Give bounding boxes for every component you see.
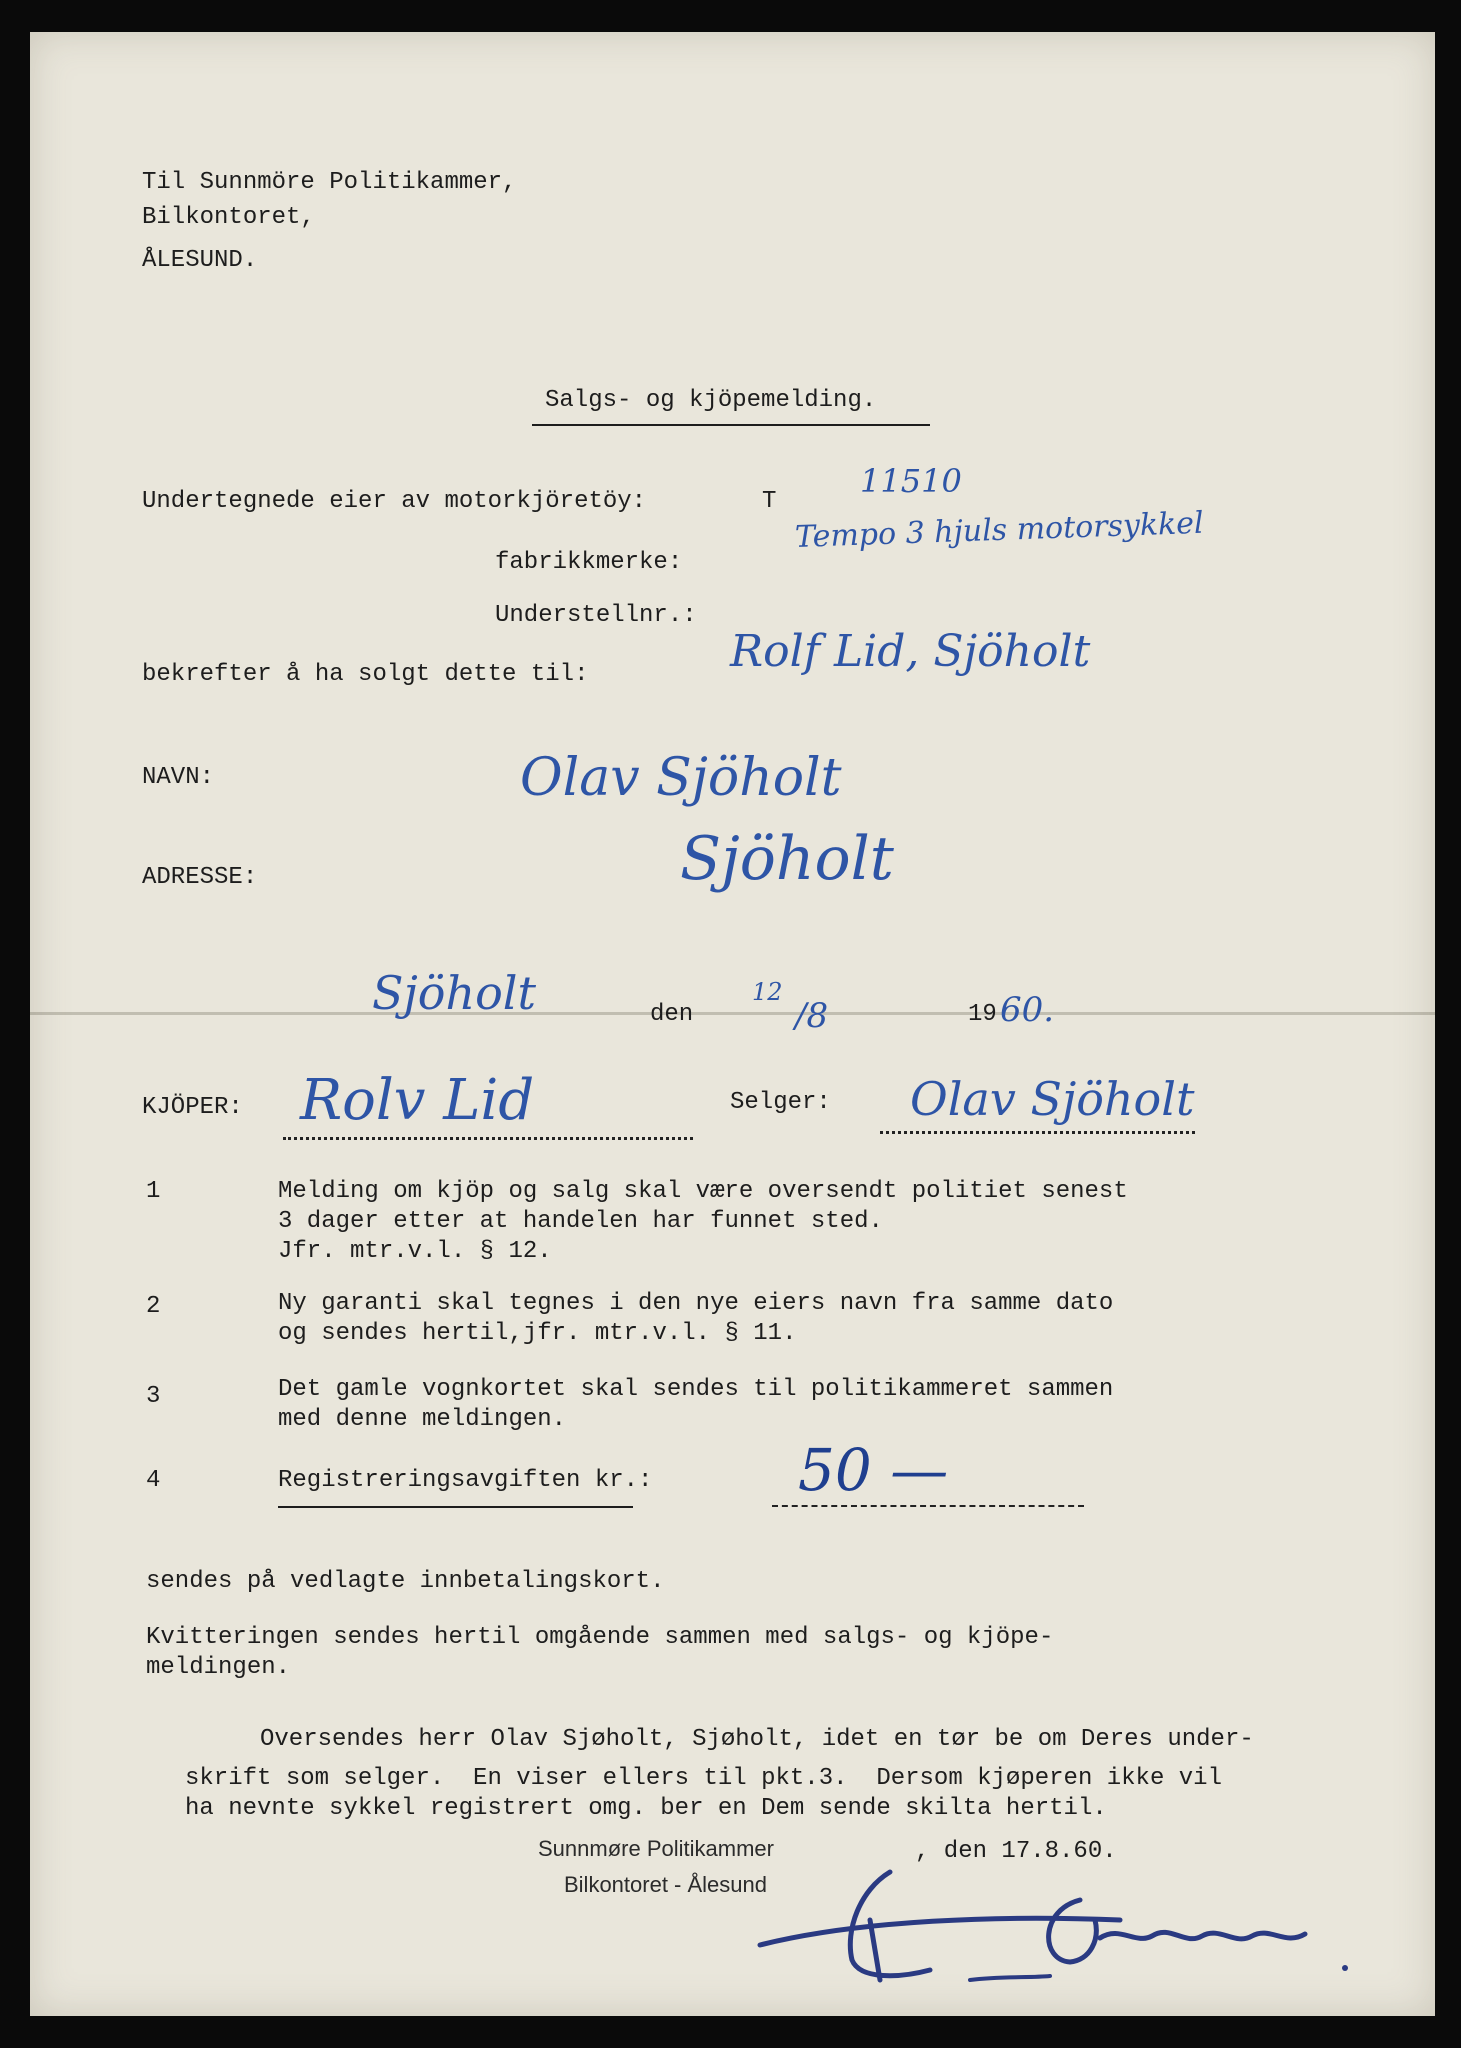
address-label: ADRESSE: <box>142 864 258 891</box>
seller-value: Olav Sjöholt <box>910 1072 1195 1126</box>
receipt-note-line-2: meldingen. <box>146 1654 291 1681</box>
make-label: fabrikkmerke: <box>495 549 683 576</box>
closing-line-3: ha nevnte sykkel registrert omg. ber en Dem sende skilta hertil. <box>185 1795 1107 1822</box>
stamp-line-2: Bilkontoret - Ålesund <box>564 1872 767 1897</box>
fee-label-underline <box>278 1506 633 1508</box>
address-line-2: Bilkontoret, <box>142 204 315 231</box>
address-value: Sjöholt <box>680 824 894 894</box>
receipt-note-line-1: Kvitteringen sendes hertil omgående sammen med salgs- og kjöpe- <box>146 1624 1054 1651</box>
document-paper <box>30 32 1435 2016</box>
date-place: Sjöholt <box>372 966 536 1020</box>
item-4-line-1: Registreringsavgiften kr.: <box>278 1467 653 1494</box>
vehicle-prefix: T <box>762 488 777 515</box>
item-3-line-1: Det gamle vognkortet skal sendes til politikammeret sammen <box>278 1376 1114 1403</box>
address-line-3: ÅLESUND. <box>142 247 258 274</box>
sold-to-label: bekrefter å ha solgt dette til: <box>142 661 589 688</box>
seller-dotted-line <box>880 1131 1195 1134</box>
item-2-line-1: Ny garanti skal tegnes i den nye eiers navn fra samme dato <box>278 1290 1114 1317</box>
item-3-line-2: med denne meldingen. <box>278 1406 567 1433</box>
stamp-line-1: Sunnmøre Politikammer <box>538 1836 774 1861</box>
item-2-line-2: og sendes hertil,jfr. mtr.v.l. § 11. <box>278 1320 797 1347</box>
buyer-value: Rolv Lid <box>300 1068 535 1133</box>
closing-line-2: skrift som selger. En viser ellers til pkt.3. Dersom kjøperen ikke vil <box>185 1765 1222 1792</box>
seller-label: Selger: <box>730 1089 831 1116</box>
item-3-number: 3 <box>146 1383 161 1410</box>
title-underline <box>532 424 930 426</box>
address-line-1: Til Sunnmöre Politikammer, <box>142 169 517 196</box>
date-year-printed: 19 <box>968 1001 997 1028</box>
sold-to-value: Rolf Lid, Sjöholt <box>730 626 1091 677</box>
fee-dashed-line <box>772 1505 1084 1507</box>
item-2-number: 2 <box>146 1293 161 1320</box>
payment-note: sendes på vedlagte innbetalingskort. <box>146 1568 665 1595</box>
item-1-line-2: 3 dager etter at handelen har funnet sted. <box>278 1208 883 1235</box>
item-4-number: 4 <box>146 1467 161 1494</box>
buyer-dotted-line <box>283 1137 693 1140</box>
date-den: den <box>650 1001 694 1028</box>
vehicle-value: 11510 <box>860 462 962 500</box>
make-value: Tempo 3 hjuls motorsykkel <box>794 505 1205 555</box>
item-1-line-3: Jfr. mtr.v.l. § 12. <box>278 1238 552 1265</box>
chassis-label: Understellnr.: <box>495 602 697 629</box>
date-month: /8 <box>795 996 829 1036</box>
date-signed: , den 17.8.60. <box>915 1838 1117 1865</box>
date-year-written: 60. <box>1000 990 1055 1030</box>
item-1-number: 1 <box>146 1178 161 1205</box>
date-day: 12 <box>752 978 783 1006</box>
buyer-label: KJÖPER: <box>142 1094 243 1121</box>
vehicle-label: Undertegnede eier av motorkjöretöy: <box>142 488 647 515</box>
signature <box>740 1850 1370 2000</box>
closing-line-1: Oversendes herr Olav Sjøholt, Sjøholt, idet en tør be om Deres under- <box>260 1726 1254 1753</box>
item-1-line-1: Melding om kjöp og salg skal være oversendt politiet senest <box>278 1178 1128 1205</box>
name-label: NAVN: <box>142 764 215 791</box>
document-title: Salgs- og kjöpemelding. <box>545 387 877 414</box>
paper-fold <box>30 1012 1435 1015</box>
name-value: Olav Sjöholt <box>520 748 842 808</box>
fee-value: 50 — <box>798 1436 949 1504</box>
